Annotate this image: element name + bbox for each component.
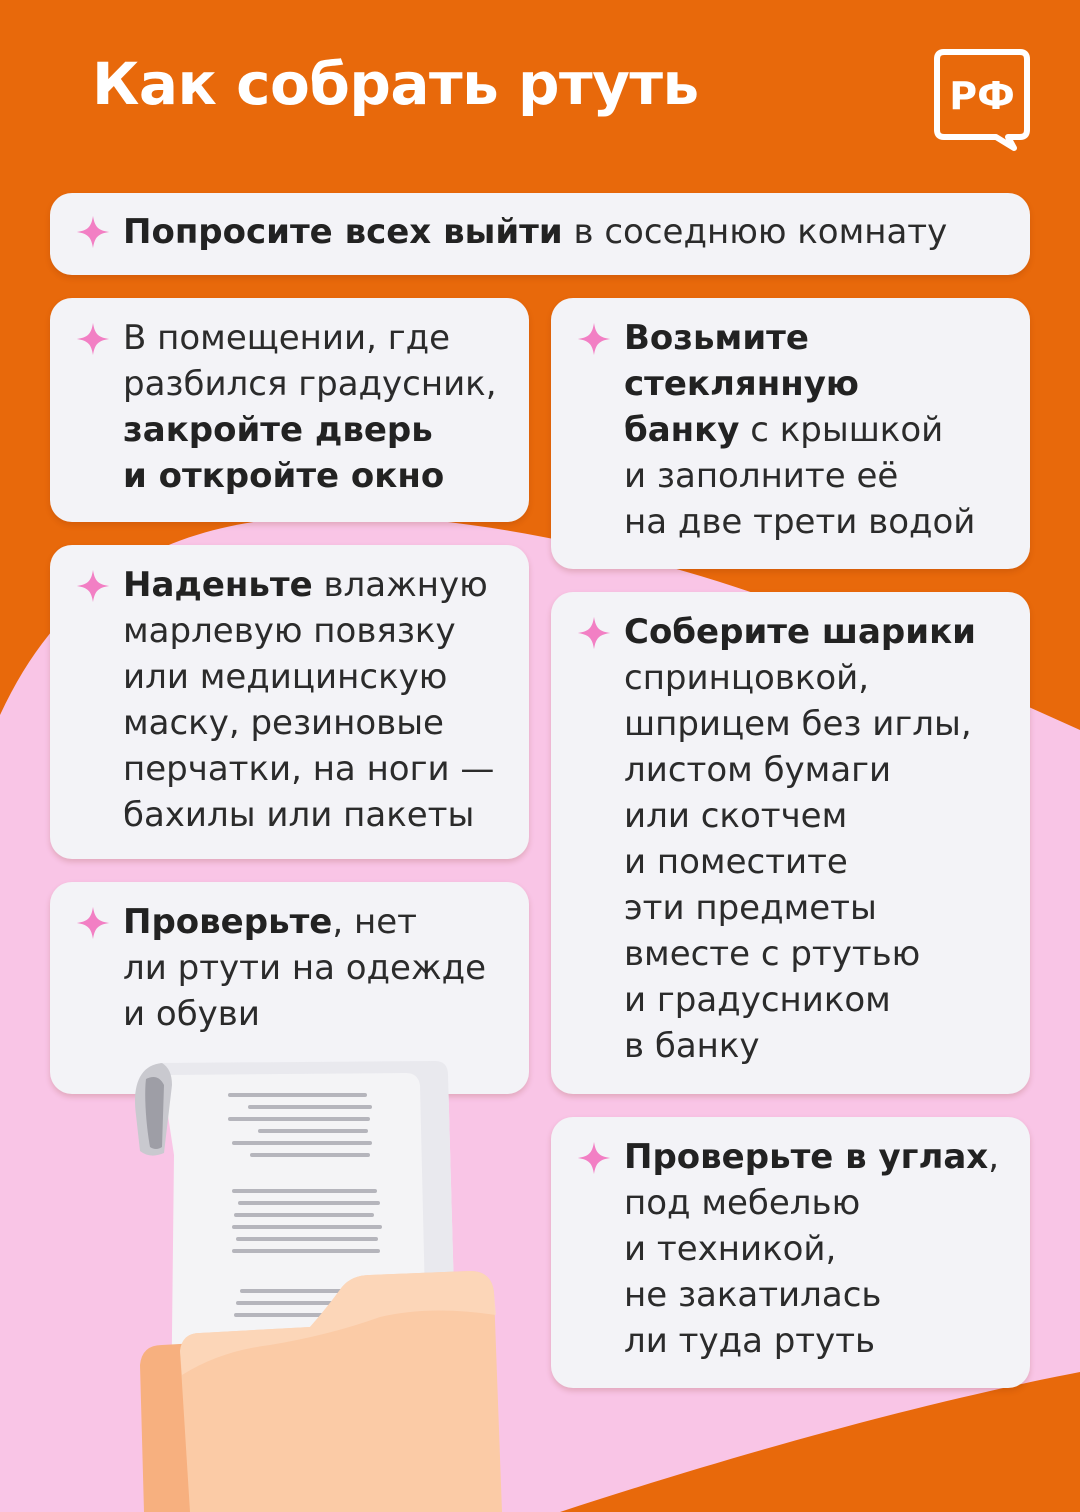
sparkle-star-icon <box>76 215 110 249</box>
tip-card-leave-room <box>50 193 1030 275</box>
rf-logo-icon <box>932 48 1032 154</box>
tip-emphasis: Попросите всех выйти <box>123 212 563 252</box>
tip-text: Проверьте, нет ли ртути на одежде и обуви <box>123 902 487 1034</box>
sparkle-star-icon <box>76 906 110 940</box>
tip-card-mask-gloves <box>50 545 529 859</box>
page-title: Как собрать ртуть <box>92 50 699 118</box>
tip-card-glass-jar <box>551 298 1030 569</box>
sparkle-star-icon <box>577 616 611 650</box>
tip-emphasis: Проверьте <box>123 902 333 942</box>
tip-text: Возьмите стеклянную банку с крышкой и заполните её на две трети водой <box>624 318 976 542</box>
sparkle-star-icon <box>76 569 110 603</box>
tip-card-collect-balls <box>551 592 1030 1094</box>
tip-text: Попросите всех выйти в соседнюю комнату <box>123 212 948 252</box>
sparkle-star-icon <box>577 322 611 356</box>
tip-emphasis: закройте дверь и откройте окно <box>123 410 445 496</box>
tip-text: В помещении, где разбился градусник, закройте дверь и откройте окно <box>123 318 497 496</box>
tip-text: Проверьте в углах, под мебелью и техникой, не закатилась ли туда ртуть <box>624 1137 1000 1361</box>
tip-emphasis: Проверьте в углах <box>624 1137 989 1177</box>
tip-text: Соберите шарики спринцовкой, шприцем без иглы, листом бумаги или скотчем и поместите эти предметы вместе с ртутью и градусником в банку <box>624 612 976 1066</box>
logo-text: РФ <box>949 74 1015 118</box>
tip-emphasis: Соберите шарики <box>624 612 976 652</box>
sparkle-star-icon <box>76 322 110 356</box>
tip-card-close-door <box>50 298 529 522</box>
tip-text: Наденьте влажную марлевую повязку или медицинскую маску, резиновые перчатки, на ноги — бахилы или пакеты <box>123 565 495 835</box>
sparkle-star-icon <box>577 1141 611 1175</box>
tip-emphasis: Наденьте <box>123 565 313 605</box>
scroll-folder-icon <box>130 1055 530 1512</box>
tip-emphasis: Возьмите стеклянную банку <box>624 318 859 450</box>
tip-card-check-corners <box>551 1117 1030 1388</box>
